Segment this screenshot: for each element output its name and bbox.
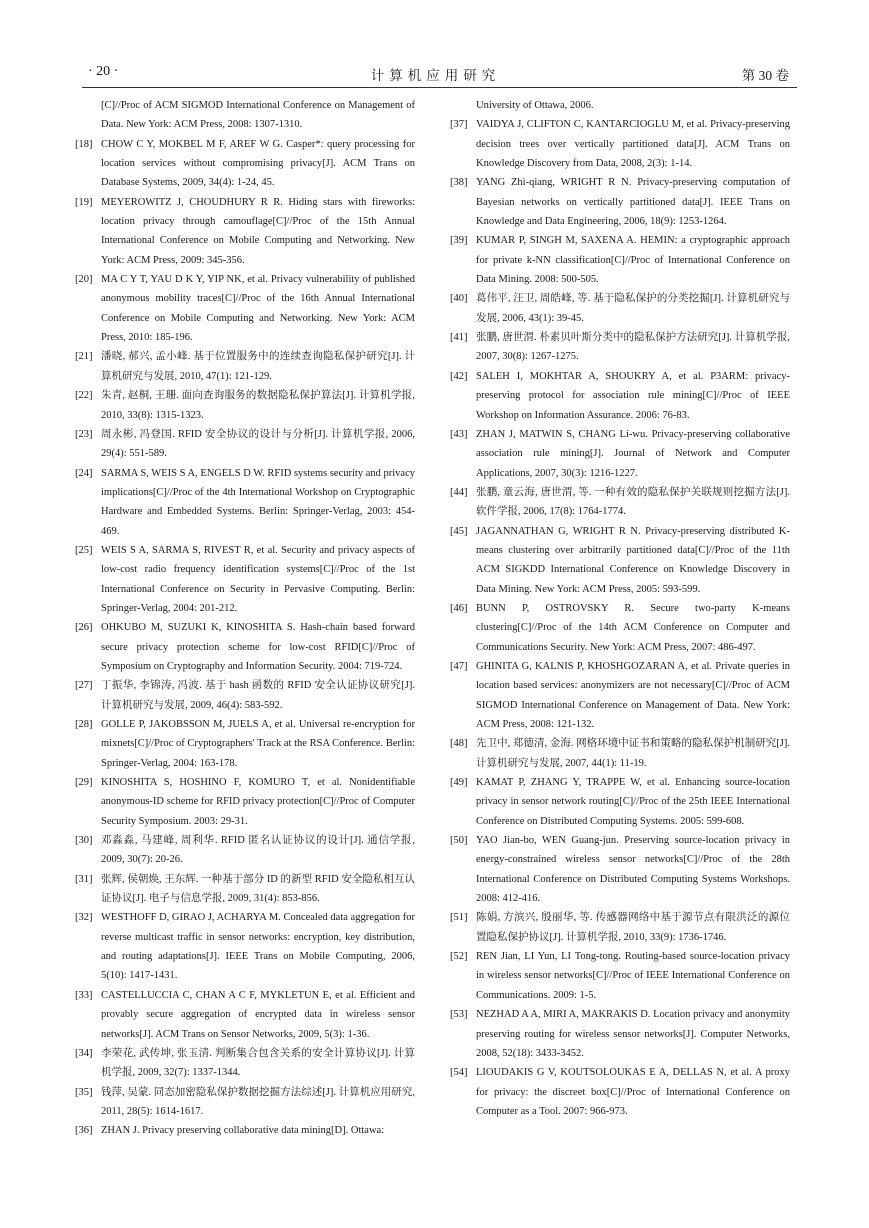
reference-item (75, 831, 415, 870)
reference-item (450, 328, 790, 367)
reference-text: 丁振华, 李锦涛, 冯波. 基于 hash 函数的 RFID 安全认证协议研究[J]. 计算机研究与发展, 2009, 46(4): 583-592. (101, 680, 415, 711)
reference-text: KINOSHITA S, HOSHINO F, KOMURO T, et al. Nonidentifiable anonymous-ID scheme for RFID privacy protection[C]//Proc of Computer Security Symposium. 2003: 29-31. (101, 777, 415, 827)
reference-number: [27] (75, 680, 93, 692)
reference-item (450, 367, 790, 425)
reference-text: SARMA S, WEIS S A, ENGELS D W. RFID systems security and privacy implications[C]//Proc of the 4th International Workshop on Cryptographic Hardware and Embedded Systems. Berlin: Springer-Verlag, 2003: 454-469. (101, 467, 415, 537)
reference-item (75, 1044, 415, 1083)
reference-text: LIOUDAKIS G V, KOUTSOLOUKAS E A, DELLAS N, et al. A proxy for privacy: the discreet box[C]//Proc of International Conference on Computer as a Tool. 2007: 966-973. (476, 1067, 790, 1117)
reference-item (450, 947, 790, 1005)
reference-number: [48] (450, 738, 468, 750)
reference-text: 潘晓, 郝兴, 孟小峰. 基于位置服务中的连续查询隐私保护研究[J]. 计算机研究与发展, 2010, 47(1): 121-129. (101, 351, 415, 382)
reference-text: KUMAR P, SINGH M, SAXENA A. HEMIN: a cryptographic approach for private k-NN classification[C]//Proc of International Conference on Data Mining. 2008: 500-505. (476, 235, 790, 286)
header-rule (82, 87, 797, 88)
reference-number: [26] (75, 622, 93, 634)
reference-item (450, 425, 790, 483)
reference-text: CHOW C Y, MOKBEL M F, AREF W G. Casper*: query processing for location services without compromising privacy[J]. ACM Trans on Database Systems, 2009, 34(4): 1-24, 45. (101, 138, 415, 189)
reference-text: REN Jian, LI Yun, LI Tong-tong. Routing-based source-location privacy in wireless sensor networks[C]//Proc of IEEE International Conference on Communications. 2009: 1-5. (476, 951, 790, 1001)
reference-text: YAO Jian-bo, WEN Guang-jun. Preserving source-location privacy in energy-constrained wireless sensor networks[C]//Proc of the 28th International Conference on Distributed Computing Systems Workshops. 2008: 412-416. (476, 835, 790, 905)
reference-number: [22] (75, 390, 93, 402)
reference-number: [34] (75, 1047, 93, 1059)
reference-text: MA C Y T, YAU D K Y, YIP NK, et al. Privacy vulnerability of published anonymous mobility traces[C]//Proc of the 16th Annual International Conference on Mobile Computing and Networking. New York: ACM Press, 2010: 185-196. (101, 274, 415, 344)
reference-text: MEYEROWITZ J, CHOUDHURY R R. Hiding stars with fireworks: location privacy through camouflage[C]//Proc of the 15th Annual International Conference on Mobile Computing and Networking. New York: ACM Press, 2009: 345-356. (101, 196, 415, 266)
reference-number: [37] (450, 119, 468, 131)
reference-text: 周永彬, 冯登国. RFID 安全协议的设计与分析[J]. 计算机学报, 2006, 29(4): 551-589. (101, 428, 415, 460)
reference-text: VAIDYA J, CLIFTON C, KANTARCIOGLU M, et al. Privacy-preserving decision trees over vertically partitioned data[J]. ACM Trans on Knowledge Discovery from Data, 2008, 2(3): 1-14. (476, 119, 790, 170)
reference-item (450, 773, 790, 831)
reference-text: GHINITA G, KALNIS P, KHOSHGOZARAN A, et al. Private queries in location based services: anonymizers are not necessary[C]//Proc of ACM SIGMOD International Conference on Management of Data. New York: ACM Press, 2008: 121-132. (476, 660, 790, 730)
reference-number: [54] (450, 1067, 468, 1079)
volume-label: 第 30 卷 (741, 68, 789, 83)
reference-text: 葛伟平, 汪卫, 周皓峰, 等. 基于隐私保护的分类挖掘[J]. 计算机研究与发展, 2006, 43(1): 39-45. (476, 293, 790, 324)
reference-item (75, 347, 415, 386)
reference-text: NEZHAD A A, MIRI A, MAKRAKIS D. Location privacy and anonymity preserving routing for wireless sensor networks[J]. Computer Networks, 2008, 52(18): 3433-3452. (476, 1009, 790, 1059)
reference-number: [47] (450, 660, 468, 672)
reference-item (450, 483, 790, 522)
reference-item (450, 908, 790, 947)
reference-number: [42] (450, 370, 468, 382)
reference-item (450, 734, 790, 773)
reference-continuation (75, 96, 415, 135)
reference-number: [20] (75, 274, 93, 286)
reference-item (450, 522, 790, 599)
reference-text: CASTELLUCCIA C, CHAN A C F, MYKLETUN E, et al. Efficient and provably secure aggregation of encrypted data in wireless sensor networks[J]. ACM Trans on Sensor Networks, 2009, 5(3): 1-36. (101, 989, 415, 1040)
reference-number: [25] (75, 544, 93, 556)
references-column-left (75, 96, 415, 1141)
reference-text: WESTHOFF D, GIRAO J, ACHARYA M. Concealed data aggregation for reverse multicast traffic in sensor networks: encryption, key distribution, and routing adaptations[J]. IEEE Trans on Mobile Computing, 2006, 5(10): 1417-1431. (101, 912, 415, 982)
running-header (82, 64, 789, 86)
reference-number: [33] (75, 989, 93, 1001)
reference-number: [45] (450, 525, 468, 537)
reference-item (75, 193, 415, 270)
reference-item (450, 1005, 790, 1063)
reference-text: BUNN P, OSTROVSKY R. Secure two-party K-means clustering[C]//Proc of the 14th ACM Conference on Computer and Communications Security. New York: ACM Press, 2007: 486-497. (476, 602, 790, 653)
reference-item (450, 231, 790, 289)
reference-text: 钱萍, 吴蒙. 同态加密隐私保护数据挖掘方法综述[J]. 计算机应用研究, 2011, 28(5): 1614-1617. (101, 1086, 415, 1117)
reference-number: [43] (450, 428, 468, 440)
reference-item (75, 464, 415, 541)
reference-item (75, 618, 415, 676)
reference-item (75, 908, 415, 985)
reference-text: JAGANNATHAN G, WRIGHT R N. Privacy-preserving distributed K-means clustering over arbitrarily partitioned data[C]//Proc of the 11th ACM SIGKDD International Conference on Knowledge Discovery in Data Mining. New York: ACM Press, 2005: 593-599. (476, 525, 790, 595)
reference-text: 张辉, 侯朝焕, 王东辉. 一种基于部分 ID 的新型 RFID 安全隐私相互认证协议[J]. 电子与信息学报, 2009, 31(4): 853-856. (101, 873, 415, 905)
reference-number: [31] (75, 873, 93, 885)
reference-text: 先卫中, 郑德清, 金海. 网格环境中证书和策略的隐私保护机制研究[J]. 计算机研究与发展, 2007, 44(1): 11-19. (476, 738, 790, 769)
reference-item (75, 715, 415, 773)
reference-text: ZHAN J, MATWIN S, CHANG Li-wu. Privacy-preserving collaborative association rule mining[J]. Journal of Network and Computer Applications, 2007, 30(3): 1216-1227. (476, 428, 790, 479)
reference-item (75, 541, 415, 618)
reference-item (450, 831, 790, 908)
reference-number: [29] (75, 777, 93, 789)
reference-number: [39] (450, 235, 468, 247)
reference-text: WEIS S A, SARMA S, RIVEST R, et al. Security and privacy aspects of low-cost radio frequency identification systems[C]//Proc of the 1st International Conference on Security in Pervasive Computing. Berlin: Springer-Verlag, 2004: 201-212. (101, 544, 415, 614)
reference-number: [19] (75, 196, 93, 208)
reference-item (75, 870, 415, 909)
reference-item (75, 135, 415, 193)
reference-number: [52] (450, 951, 468, 963)
reference-item (75, 1121, 415, 1140)
reference-item (450, 289, 790, 328)
reference-item (75, 386, 415, 425)
reference-number: [49] (450, 777, 468, 789)
reference-number: [23] (75, 428, 93, 440)
page-number: · 20 · (88, 64, 119, 79)
reference-item (75, 270, 415, 347)
reference-item (75, 986, 415, 1044)
reference-item (450, 1063, 790, 1121)
references-column-right (450, 96, 790, 1121)
reference-item (450, 173, 790, 231)
reference-item (75, 676, 415, 715)
reference-number: [40] (450, 293, 468, 305)
reference-number: [46] (450, 602, 468, 614)
reference-number: [51] (450, 912, 468, 924)
reference-text: [C]//Proc of ACM SIGMOD International Conference on Management of Data. New York: ACM Press, 2008: 1307-1310. (101, 100, 415, 131)
reference-number: [21] (75, 351, 93, 363)
reference-text: 张鹏, 童云海, 唐世渭, 等. 一种有效的隐私保护关联规则挖掘方法[J]. 软件学报, 2006, 17(8): 1764-1774. (476, 486, 790, 518)
reference-text: GOLLE P, JAKOBSSON M, JUELS A, et al. Universal re-encryption for mixnets[C]//Proc of Cryptographers' Track at the RSA Conference. Berlin: Springer-Verlag, 2004: 163-178. (101, 719, 415, 769)
reference-item (450, 115, 790, 173)
reference-number: [24] (75, 467, 93, 479)
reference-number: [41] (450, 332, 468, 344)
reference-number: [36] (75, 1125, 93, 1137)
reference-number: [38] (450, 177, 468, 189)
reference-number: [30] (75, 835, 93, 847)
reference-number: [32] (75, 912, 93, 924)
reference-number: [44] (450, 486, 468, 498)
reference-item (450, 657, 790, 734)
reference-number: [50] (450, 835, 468, 847)
reference-item (75, 1083, 415, 1122)
reference-text: SALEH I, MOKHTAR A, SHOUKRY A, et al. P3ARM: privacy-preserving protocol for association rule mining[C]//Proc of IEEE Workshop on Information Assurance. 2006: 76-83. (476, 370, 790, 421)
reference-number: [28] (75, 719, 93, 730)
reference-text: KAMAT P, ZHANG Y, TRAPPE W, et al. Enhancing source-location privacy in sensor network routing[C]//Proc of the 25th IEEE International Conference on Distributed Computing Systems. 2005: 599-608. (476, 777, 790, 827)
reference-text: 张鹏, 唐世渭. 朴素贝叶斯分类中的隐私保护方法研究[J]. 计算机学报, 2007, 30(8): 1267-1275. (476, 332, 790, 363)
reference-number: [18] (75, 138, 93, 150)
reference-text: 陈娟, 方滨兴, 殷丽华, 等. 传感器网络中基于源节点有限洪泛的源位置隐私保护协议[J]. 计算机学报, 2010, 33(9): 1736-1746. (476, 912, 790, 943)
reference-text: University of Ottawa, 2006. (476, 100, 594, 111)
journal-title: 计算机应用研究 (370, 68, 501, 83)
reference-text: YANG Zhi-qiang, WRIGHT R N. Privacy-preserving computation of Bayesian networks on vertically partitioned data[J]. IEEE Trans on Knowledge and Data Engineering, 2006, 18(9): 1253-1264. (476, 177, 790, 228)
reference-continuation (450, 96, 790, 115)
reference-item (75, 773, 415, 831)
reference-number: [53] (450, 1009, 468, 1021)
reference-text: ZHAN J. Privacy preserving collaborative data mining[D]. Ottawa: (101, 1125, 385, 1137)
reference-text: 朱青, 赵桐, 王珊. 面向查询服务的数据隐私保护算法[J]. 计算机学报, 2010, 33(8): 1315-1323. (101, 390, 415, 421)
reference-text: 李荣花, 武传坤, 张玉清. 判断集合包含关系的安全计算协议[J]. 计算机学报, 2009, 32(7): 1337-1344. (101, 1047, 415, 1079)
reference-item (450, 599, 790, 657)
reference-text: 邓淼淼, 马建峰, 周利华. RFID 匿名认证协议的设计[J]. 通信学报, 2009, 30(7): 20-26. (101, 835, 415, 866)
reference-number: [35] (75, 1086, 93, 1098)
reference-text: OHKUBO M, SUZUKI K, KINOSHITA S. Hash-chain based forward secure privacy protection scheme for low-cost RFID[C]//Proc of Symposium on Cryptography and Information Security. 2004: 719-724. (101, 622, 415, 672)
reference-item (75, 425, 415, 464)
